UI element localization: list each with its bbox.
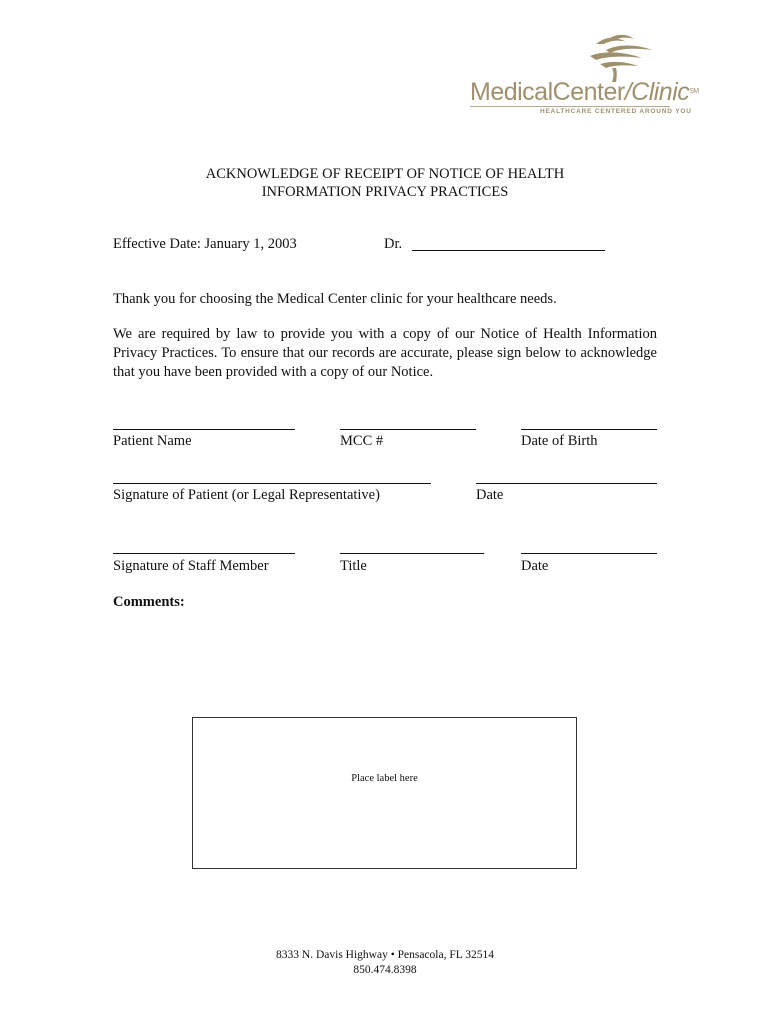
staff-date-label: Date <box>521 558 549 574</box>
thanks-text: Thank you for choosing the Medical Center clinic for your healthcare needs. <box>113 291 557 307</box>
logo-wordmark: MedicalCenter/Clinic℠ <box>470 78 699 106</box>
patient-signature-date-field[interactable] <box>476 483 657 484</box>
staff-signature-label: Signature of Staff Member <box>113 558 269 574</box>
patient-name-label: Patient Name <box>113 433 192 449</box>
logo-name-clinic: Clinic <box>631 78 690 106</box>
mcc-number-field[interactable] <box>340 429 476 430</box>
label-placement-box <box>192 717 577 869</box>
document-title-line-1: ACKNOWLEDGE OF RECEIPT OF NOTICE OF HEALTH <box>205 166 565 182</box>
staff-date-field[interactable] <box>521 553 657 554</box>
patient-signature-date-label: Date <box>476 487 504 503</box>
footer-phone: 850.474.8398 <box>353 964 417 976</box>
logo-name-medical-center: MedicalCenter <box>470 78 625 106</box>
doctor-label: Dr. <box>384 236 403 252</box>
label-placeholder-text: Place label here <box>351 773 418 784</box>
staff-signature-field[interactable] <box>113 553 295 554</box>
patient-signature-field[interactable] <box>113 483 431 484</box>
logo-tagline: HEALTHCARE CENTERED AROUND YOU <box>540 108 692 115</box>
date-of-birth-field[interactable] <box>521 429 657 430</box>
patient-name-field[interactable] <box>113 429 295 430</box>
notice-paragraph: We are required by law to provide you with a copy of our Notice of Health Information Privacy Practices. To ensure that our records are accurate, please sign below to acknowledge that you have been provided with a copy of our Notice. <box>113 326 657 380</box>
staff-title-label: Title <box>340 558 367 574</box>
patient-signature-label: Signature of Patient (or Legal Representative) <box>113 487 380 503</box>
date-of-birth-label: Date of Birth <box>521 433 598 449</box>
doctor-name-field[interactable] <box>412 250 605 251</box>
document-title-line-2: INFORMATION PRIVACY PRACTICES <box>261 184 509 200</box>
comments-label: Comments: <box>113 594 185 610</box>
mcc-number-label: MCC # <box>340 433 384 449</box>
bird-tree-logo-icon <box>576 34 656 82</box>
clinic-logo <box>466 34 699 120</box>
logo-trademark: SM <box>689 88 699 95</box>
staff-title-field[interactable] <box>340 553 484 554</box>
effective-date: Effective Date: January 1, 2003 <box>113 236 297 252</box>
footer-address: 8333 N. Davis Highway • Pensacola, FL 32514 <box>276 949 494 961</box>
logo-divider <box>470 106 670 107</box>
